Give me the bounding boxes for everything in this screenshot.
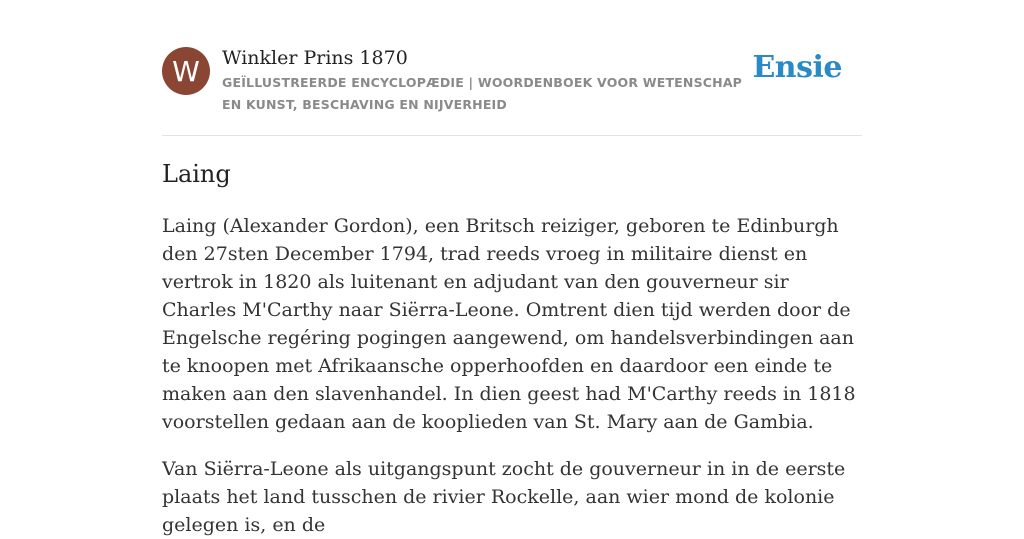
publication-subtitle: GEÏLLUSTREERDE ENCYCLOPÆDIE | WOORDENBOEK VOOR WETENSCHAP EN KUNST, BESCHAVING EN NIJVERHEID [222,75,743,112]
header-divider [162,135,862,136]
brand-logo[interactable]: Ensie [752,50,842,85]
publication-info [222,44,752,116]
page-header [162,44,862,116]
publication-avatar[interactable] [162,47,210,95]
article-title: Laing [162,160,231,188]
article [162,156,862,539]
avatar-letter: W [172,54,200,88]
article-paragraph: Laing (Alexander Gordon), een Britsch reiziger, geboren te Edinburgh den 27sten December 1794, trad reeds vroeg in militaire dienst en vertrok in 1820 als luitenant en adjudant van den gouverneur sir Charles M'Carthy naar Siërra-Leone. Omtrent dien tijd werden door de Engelsche regéring pogingen aangewend, om handelsverbindingen aan te knoopen met Afrikaansche opperhoofden en daardoor een einde te maken aan den slavenhandel. In dien geest had M'Carthy reeds in 1818 voorstellen gedaan aan de kooplieden van St. Mary aan de Gambia. [162,215,856,433]
article-paragraph: Van Siërra-Leone als uitgangspunt zocht de gouverneur in in de eerste plaats het land tusschen de rivier Rockelle, aan wier mond de kolonie gelegen is, en de [162,458,846,536]
publication-title[interactable]: Winkler Prins 1870 [222,47,408,69]
